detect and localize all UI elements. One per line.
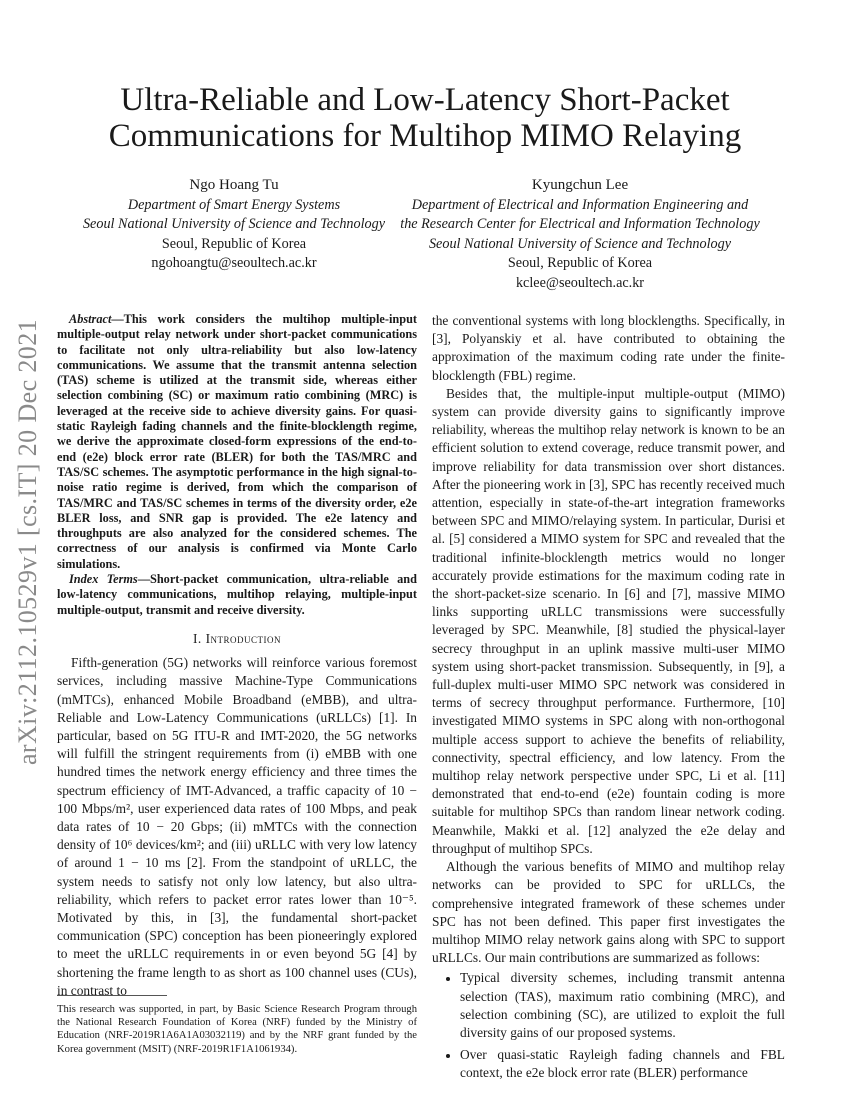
section-heading-introduction: I. Introduction (192, 630, 282, 646)
index-terms-text: —Short-packet communication, ultra-reliable and low-latency communications, multihop relaying, multiple-input multiple-output, transmit and receive diversity. (57, 572, 417, 617)
list-item: • Typical diversity schemes, including transmit antenna selection (TAS), maximum ratio combining (MRC), and selection combining (SC), are utilized to exploit the full diversity gains of our proposed systems. (460, 969, 785, 1042)
body-paragraph: Although the various benefits of MIMO and multihop relay networks can be provided to SPC for uRLLCs, the comprehensive integrated framework of these schemes under SPC has not been defined. This paper first investigates the multihop MIMO relay network gains along with SPC to support uRLLCs. Our main contributions are summarized as follows: (432, 859, 785, 966)
left-column (57, 312, 417, 1000)
author-department-2: the Research Center for Electrical and Information Technology (400, 216, 760, 232)
right-column (432, 312, 785, 1087)
body-paragraph: the conventional systems with long blocklengths. Specifically, in [3], Polyanskiy et al. have contributed to obtaining the approximation of the maximum coding rate under the finite-blocklength (FBL) regime. (432, 313, 785, 383)
abstract (57, 312, 417, 572)
list-item: • Over quasi-static Rayleigh fading channels and FBL context, the e2e block error rate (BLER) performance (460, 1046, 785, 1082)
paper-title: Ultra-Reliable and Low-Latency Short-Packet Communications for Multihop MIMO Relaying (108, 82, 742, 154)
index-terms-label: Index Terms (69, 572, 138, 587)
author-institution: Seoul National University of Science and Technology (428, 235, 732, 252)
author-location: Seoul, Republic of Korea (507, 255, 653, 271)
author-block-1 (60, 176, 408, 274)
contributions-list (432, 969, 785, 1082)
author-email[interactable]: ngohoangtu@seoultech.ac.kr (151, 255, 317, 271)
author-name: Kyungchun Lee (531, 177, 629, 193)
abstract-text: —This work considers the multihop multiple-input multiple-output relay network under short-packet communications to facilitate not only ultra-reliability but also low-latency communications. We assume that the transmit antenna selection (TAS) scheme is utilized at the transmit side, whereas either selection combining (SC) or maximum ratio combining (MRC) is leveraged at the receive side to achieve diversity gains. For quasi-static Rayleigh fading channels and the finite-blocklength regime, we derive the approximate closed-form expressions of the end-to-end (e2e) block error rate (BLER) for both the TAS/MRC and TAS/SC schemes. The asymptotic performance in the high signal-to-noise ratio regime is derived, from which the comparison of TAS/MRC and TAS/SC schemes in terms of the diversity order, e2e BLER loss, and SNR gap is provided. The e2e latency and throughputs are also analyzed for the considered schemes. The correctness of our analysis is confirmed via Monte Carlo simulations. (57, 312, 417, 571)
author-location: Seoul, Republic of Korea (161, 235, 307, 252)
author-block-2 (392, 176, 768, 293)
arxiv-stamp-text: arXiv:2112.10529v1 [cs.IT] 20 Dec 2021 (13, 318, 42, 766)
author-department: Department of Smart Energy Systems (127, 196, 341, 213)
index-terms (57, 572, 417, 618)
author-name: Ngo Hoang Tu (189, 177, 279, 193)
footnote: This research was supported, in part, by Basic Science Research Program through the National Research Foundation of Korea (NRF) funded by the Ministry of Education (NRF-2019R1A6A1A03032119) and by the NRF grant funded by the Korea government (MSIT) (NRF-2019R1F1A1061934). (57, 1004, 417, 1055)
author-institution: Seoul National University of Science and Technology (82, 216, 386, 232)
author-email[interactable]: kclee@seoultech.ac.kr (515, 274, 645, 291)
intro-paragraph: Fifth-generation (5G) networks will reinforce various foremost services, including massive Machine-Type Communications (mMTCs), enhanced Mobile Broadband (eMBB), and ultra-Reliable and Low-Latency Communications (uRLLCs) [1]. In particular, based on 5G ITU-R and IMT-2020, the 5G networks will fulfill the stringent requirements from (i) eMBB with one hundred times the network energy efficiency and three times the spectrum efficiency of IMT-Advanced, a traffic capacity of 10 − 100 Mbps/m², user experienced data rates of 100 Mbps, and peak data rates of 10 − 20 Gbps; (ii) mMTCs with the connection density of 10⁶ devices/km²; and (iii) uRLLC with very low latency of around 1 − 10 ms [2]. From the standpoint of uRLLC, the system needs to satisfy not only low latency, but also ultra-reliability, which refers to packet error rates lower than 10⁻⁵. Motivated by this, in [3], the fundamental short-packet communication (SPC) conception has been pioneeringly explored to meet the uRLLC requirements in or even beyond 5G [4] by shortening the frame length to as short as 100 channel uses (CUs), in contrast to (57, 655, 417, 998)
abstract-label: Abstract (69, 312, 112, 326)
arxiv-stamp (8, 272, 48, 812)
author-department: Department of Electrical and Information Engineering and (411, 196, 749, 213)
body-paragraph: Besides that, the multiple-input multiple-output (MIMO) system can provide diversity gains to significantly improve reliability, whereas the multihop relay network is known to be an efficient solution to extend coverage, reduce transmit power, and improve reliability for data transmission over short distances. After the pioneering work in [3], SPC has recently received much attention, especially in state-of-the-art integration frameworks between SPC and MIMO/relaying system. In particular, Durisi et al. [5] considered a MIMO system for SPC and revealed that the traditional infinite-blocklength metrics would no longer accurately provide estimations for the maximum coding rate in the short-packet-size scenario. In [6] and [7], massive MIMO links supporting uRLLC transmissions were successfully leveraged by SPC. Meanwhile, [8] studied the physical-layer secrecy throughput in an uplink massive multi-user MIMO system using short-packet transmission. Subsequently, in [9], a full-duplex multi-user MIMO SPC network was considered in terms of secrecy throughput performance. Furthermore, [10] investigated MIMO systems in SPC along with non-orthogonal multiple access support to achieve the benefits of reliability, connectivity, spectral efficiency, and low latency. From the multihop relay network perspective under SPC, Li et al. [11] demonstrated that end-to-end (e2e) fountain coding is more suitable for multihop SPCs than random linear network coding. Meanwhile, Makki et al. [12] analyzed the e2e delay and throughput of multihop SPCs. (432, 385, 785, 856)
